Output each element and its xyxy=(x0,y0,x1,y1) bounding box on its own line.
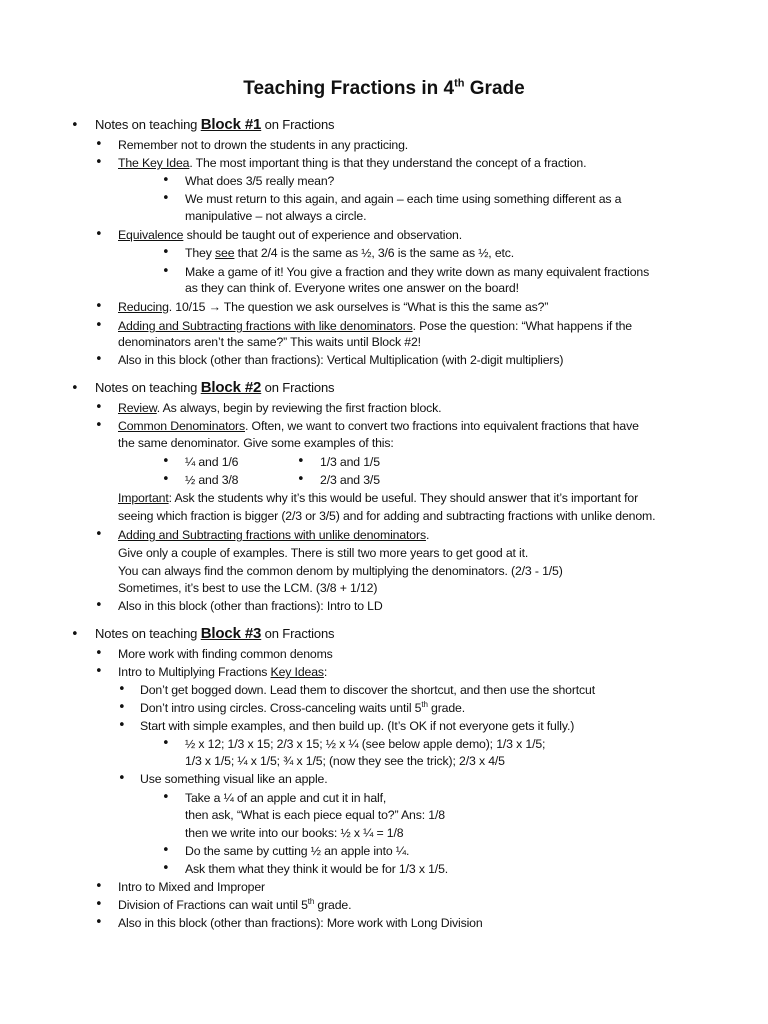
bullet-icon: • xyxy=(95,155,103,170)
bullet-icon: • xyxy=(95,915,103,930)
bullet-icon: • xyxy=(118,682,126,697)
bullet-icon: • xyxy=(71,118,79,133)
list-item: Take a ¼ of an apple and cut it in half, xyxy=(185,791,387,805)
bullet-icon: • xyxy=(162,454,170,469)
note-text: Important: Ask the students why it’s this would be useful. They should answer that it’s important for xyxy=(118,491,639,505)
list-item: Also in this block (other than fractions): Intro to LD xyxy=(118,599,383,613)
list-item: Reducing. 10/15 → The question we ask ourselves is “What is this the same as?” xyxy=(118,300,549,314)
list-item: Make a game of it! You give a fraction and they write down as many equivalent fractions xyxy=(185,265,650,279)
bullet-icon: • xyxy=(162,173,170,188)
list-item: Intro to Multiplying Fractions Key Ideas: xyxy=(118,665,328,679)
bullet-icon: • xyxy=(118,700,126,715)
bullet-icon: • xyxy=(162,191,170,206)
list-item: What does 3/5 really mean? xyxy=(185,174,335,188)
bullet-icon: • xyxy=(95,318,103,333)
list-item: More work with finding common denoms xyxy=(118,647,333,661)
list-item: Adding and Subtracting fractions with unlike denominators. xyxy=(118,528,430,542)
note-text: You can always find the common denom by multiplying the denominators. (2/3 - 1/5) xyxy=(118,564,563,578)
bullet-icon: • xyxy=(95,527,103,542)
bullet-icon: • xyxy=(95,137,103,152)
list-item-continued: denominators aren’t the same?” This waits until Block #2! xyxy=(118,335,421,349)
example-item: ¼ and 1/6 xyxy=(185,455,239,469)
example-item: ½ and 3/8 xyxy=(185,473,239,487)
list-item-continued: then we write into our books: ½ x ¼ = 1/8 xyxy=(185,826,404,840)
note-text: Sometimes, it’s best to use the LCM. (3/8 + 1/12) xyxy=(118,581,378,595)
list-item: Common Denominators. Often, we want to convert two fractions into equivalent fractions that have xyxy=(118,419,639,433)
list-item-continued: then ask, “What is each piece equal to?” Ans: 1/8 xyxy=(185,808,445,822)
list-item: Don’t get bogged down. Lead them to discover the shortcut, and then use the shortcut xyxy=(140,683,595,697)
list-item: Do the same by cutting ½ an apple into ¼. xyxy=(185,844,410,858)
bullet-icon: • xyxy=(162,472,170,487)
example-item: 2/3 and 3/5 xyxy=(320,473,380,487)
block1-header: Notes on teaching Block #1 on Fractions xyxy=(95,116,335,133)
bullet-icon: • xyxy=(118,771,126,786)
list-item: Adding and Subtracting fractions with like denominators. Pose the question: “What happens if the xyxy=(118,319,632,333)
list-item: Intro to Mixed and Improper xyxy=(118,880,266,894)
list-item: The Key Idea. The most important thing is that they understand the concept of a fraction. xyxy=(118,156,587,170)
list-item-continued: manipulative – not always a circle. xyxy=(185,209,367,223)
bullet-icon: • xyxy=(95,598,103,613)
list-item: They see that 2/4 is the same as ½, 3/6 is the same as ½, etc. xyxy=(185,246,515,260)
list-item: Equivalence should be taught out of experience and observation. xyxy=(118,228,463,242)
bullet-icon: • xyxy=(162,736,170,751)
bullet-icon: • xyxy=(297,454,305,469)
bullet-icon: • xyxy=(95,400,103,415)
bullet-icon: • xyxy=(162,861,170,876)
bullet-icon: • xyxy=(118,718,126,733)
list-item-continued: the same denominator. Give some examples of this: xyxy=(118,436,394,450)
bullet-icon: • xyxy=(95,897,103,912)
block2-header: Notes on teaching Block #2 on Fractions xyxy=(95,379,335,396)
list-item: Don’t intro using circles. Cross-canceling waits until 5th grade. xyxy=(140,699,465,715)
bullet-icon: • xyxy=(95,879,103,894)
bullet-icon: • xyxy=(95,227,103,242)
bullet-icon: • xyxy=(162,264,170,279)
bullet-icon: • xyxy=(297,472,305,487)
list-item: Remember not to drown the students in any practicing. xyxy=(118,138,409,152)
note-text: seeing which fraction is bigger (2/3 or 3/5) and for adding and subtracting fractions with unlike denom. xyxy=(118,509,656,523)
bullet-icon: • xyxy=(95,299,103,314)
list-item: Review. As always, begin by reviewing the first fraction block. xyxy=(118,401,442,415)
list-item: ½ x 12; 1/3 x 15; 2/3 x 15; ½ x ¼ (see below apple demo); 1/3 x 1/5; xyxy=(185,737,546,751)
list-item: We must return to this again, and again – each time using something different as a xyxy=(185,192,622,206)
note-text: Give only a couple of examples. There is still two more years to get good at it. xyxy=(118,546,529,560)
list-item: Division of Fractions can wait until 5th grade. xyxy=(118,896,352,912)
bullet-icon: • xyxy=(162,843,170,858)
example-item: 1/3 and 1/5 xyxy=(320,455,380,469)
page-title: Teaching Fractions in 4th Grade xyxy=(243,77,525,99)
list-item: Use something visual like an apple. xyxy=(140,772,328,786)
block3-header: Notes on teaching Block #3 on Fractions xyxy=(95,625,335,642)
list-item-continued: as they can think of. Everyone writes one answer on the board! xyxy=(185,281,519,295)
bullet-icon: • xyxy=(95,418,103,433)
bullet-icon: • xyxy=(162,790,170,805)
list-item-continued: 1/3 x 1/5; ¼ x 1/5; ¾ x 1/5; (now they see the trick); 2/3 x 4/5 xyxy=(185,754,505,768)
list-item: Start with simple examples, and then build up. (It’s OK if not everyone gets it fully.) xyxy=(140,719,575,733)
bullet-icon: • xyxy=(95,352,103,367)
bullet-icon: • xyxy=(71,381,79,396)
bullet-icon: • xyxy=(95,664,103,679)
list-item: Also in this block (other than fractions): More work with Long Division xyxy=(118,916,483,930)
list-item: Ask them what they think it would be for 1/3 x 1/5. xyxy=(185,862,449,876)
bullet-icon: • xyxy=(71,627,79,642)
bullet-icon: • xyxy=(95,646,103,661)
list-item: Also in this block (other than fractions): Vertical Multiplication (with 2-digit multipliers) xyxy=(118,353,564,367)
bullet-icon: • xyxy=(162,245,170,260)
